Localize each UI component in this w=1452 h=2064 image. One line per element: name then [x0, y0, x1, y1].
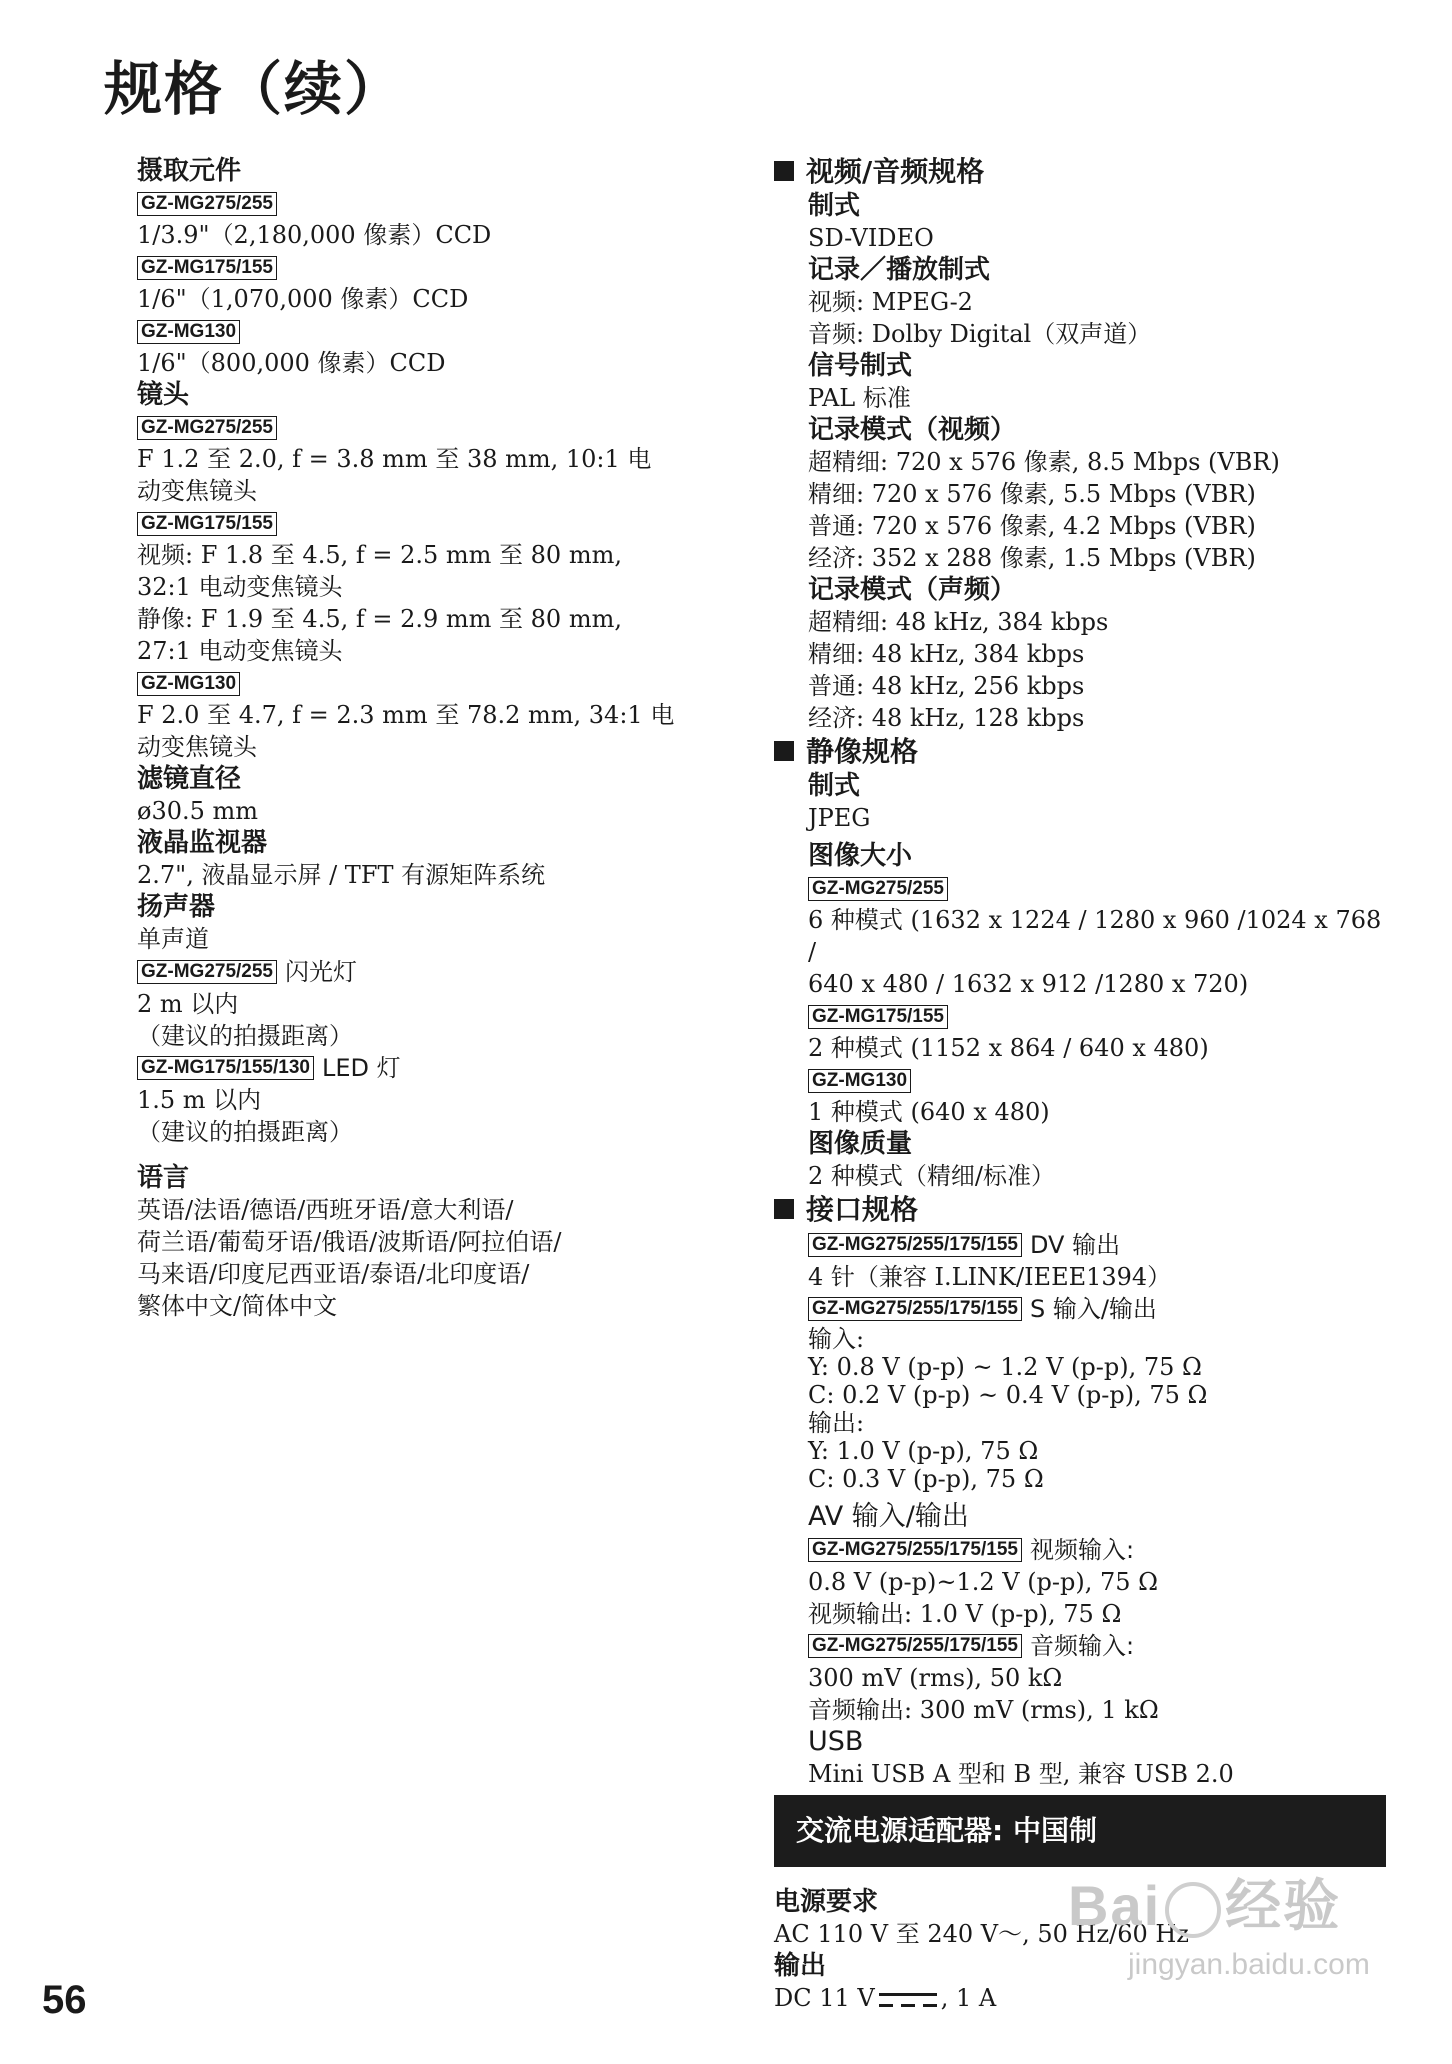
language-line: 荷兰语/葡萄牙语/俄语/波斯语/阿拉伯语/: [137, 1228, 562, 1256]
lens-spec: 动变焦镜头: [137, 477, 257, 505]
audio-in-label: 音频输入:: [1029, 1632, 1135, 1660]
flash-label: 闪光灯: [285, 957, 357, 986]
dv-label: DV 输出: [1029, 1230, 1121, 1259]
page-number: 56: [42, 1978, 87, 2022]
sensor-heading: 摄取元件: [137, 156, 242, 186]
lens-spec: 32:1 电动变焦镜头: [137, 573, 343, 601]
section-interface: 接口规格: [774, 1192, 1394, 1228]
video-in-value: 0.8 V (p-p)~1.2 V (p-p), 75 Ω: [808, 1567, 1159, 1596]
record-audio: 音频: Dolby Digital（双声道）: [808, 320, 1152, 348]
image-size-line: 2 种模式 (1152 x 864 / 640 x 480): [808, 1034, 1209, 1062]
image-size-heading: 图像大小: [808, 841, 913, 871]
power-heading: 电源要求: [774, 1887, 879, 1917]
audio-mode-line: 普通: 48 kHz, 256 kbps: [808, 672, 1085, 700]
square-bullet-icon: [774, 1199, 794, 1219]
lens-spec: F 2.0 至 4.7, f = 2.3 mm 至 78.2 mm, 34:1 电: [137, 701, 675, 729]
record-heading: 记录／播放制式: [808, 255, 991, 285]
model-tag: GZ-MG130: [808, 1069, 911, 1093]
s-line: Y: 1.0 V (p-p), 75 Ω: [808, 1437, 1039, 1465]
output-voltage: DC 11 V: [774, 1984, 875, 2012]
model-tag: GZ-MG275/255: [137, 192, 277, 216]
dc-symbol-icon: [879, 1990, 937, 2010]
watermark-logo: Bai 经验: [1068, 1874, 1342, 1937]
sensor-spec: 1/6"（1,070,000 像素）CCD: [137, 285, 469, 313]
s-line: Y: 0.8 V (p-p) ~ 1.2 V (p-p), 75 Ω: [808, 1353, 1202, 1381]
lens-spec: 静像: F 1.9 至 4.5, f = 2.9 mm 至 80 mm,: [137, 605, 622, 633]
video-mode-line: 精细: 720 x 576 像素, 5.5 Mbps (VBR): [808, 480, 1256, 508]
model-tag: GZ-MG130: [137, 320, 240, 344]
audio-mode-line: 经济: 48 kHz, 128 kbps: [808, 704, 1085, 732]
usb-heading: USB: [808, 1726, 864, 1757]
language-heading: 语言: [137, 1163, 190, 1193]
watermark-url: jingyan.baidu.com: [1128, 1948, 1370, 1981]
av-heading: AV 输入/输出: [808, 1501, 969, 1532]
adapter-specs: [774, 1886, 1334, 2014]
audio-mode-line: 超精细: 48 kHz, 384 kbps: [808, 608, 1109, 636]
lens-spec: 动变焦镜头: [137, 733, 257, 761]
s-line: 输出:: [808, 1409, 865, 1437]
model-tag: GZ-MG275/255/175/155: [808, 1538, 1022, 1562]
filter-heading: 滤镜直径: [137, 764, 242, 794]
dv-value: 4 针（兼容 I.LINK/IEEE1394）: [808, 1262, 1172, 1291]
s-label: S 输入/输出: [1029, 1295, 1157, 1323]
record-video: 视频: MPEG-2: [808, 288, 973, 316]
lens-heading: 镜头: [137, 380, 190, 410]
output-heading: 输出: [774, 1951, 827, 1981]
lens-spec: 视频: F 1.8 至 4.5, f = 2.5 mm 至 80 mm,: [137, 541, 622, 569]
output-current: , 1 A: [940, 1984, 997, 2012]
language-line: 繁体中文/简体中文: [137, 1292, 338, 1320]
led-note: （建议的拍摄距离）: [137, 1118, 353, 1146]
model-tag: GZ-MG275/255/175/155: [808, 1634, 1022, 1658]
square-bullet-icon: [774, 741, 794, 761]
flash-value: 2 m 以内: [137, 989, 239, 1018]
model-tag: GZ-MG275/255: [808, 877, 948, 901]
lcd-value: 2.7", 液晶显示屏 / TFT 有源矩阵系统: [137, 861, 546, 889]
format-heading: 制式: [808, 191, 861, 221]
still-format-heading: 制式: [808, 771, 861, 801]
lens-spec: 27:1 电动变焦镜头: [137, 637, 343, 665]
still-format-value: JPEG: [808, 804, 871, 832]
image-quality-value: 2 种模式（精细/标准）: [808, 1162, 1055, 1190]
audio-mode-heading: 记录模式（声频）: [808, 575, 1017, 605]
s-line: C: 0.2 V (p-p) ~ 0.4 V (p-p), 75 Ω: [808, 1381, 1208, 1409]
language-line: 英语/法语/德语/西班牙语/意大利语/: [137, 1196, 514, 1224]
language-line: 马来语/印度尼西亚语/泰语/北印度语/: [137, 1260, 530, 1288]
lens-spec: F 1.2 至 2.0, f = 3.8 mm 至 38 mm, 10:1 电: [137, 445, 652, 473]
video-mode-line: 超精细: 720 x 576 像素, 8.5 Mbps (VBR): [808, 448, 1280, 476]
s-line: C: 0.3 V (p-p), 75 Ω: [808, 1465, 1044, 1493]
model-tag: GZ-MG275/255: [137, 960, 277, 984]
square-bullet-icon: [774, 161, 794, 181]
image-size-line: 6 种模式 (1632 x 1224 / 1280 x 960 /1024 x 768 /: [808, 906, 1382, 966]
video-mode-heading: 记录模式（视频）: [808, 415, 1017, 445]
signal-value: PAL 标准: [808, 384, 911, 412]
led-label: LED 灯: [321, 1054, 401, 1082]
model-tag: GZ-MG130: [137, 672, 240, 696]
flash-note: （建议的拍摄距离）: [137, 1021, 353, 1050]
audio-mode-line: 精细: 48 kHz, 384 kbps: [808, 640, 1085, 668]
model-tag: GZ-MG175/155: [137, 512, 277, 536]
output-value: [774, 1982, 1334, 2014]
signal-heading: 信号制式: [808, 351, 913, 381]
filter-value: ø30.5 mm: [137, 797, 259, 825]
audio-in-value: 300 mV (rms), 50 kΩ: [808, 1664, 1063, 1692]
model-tag: GZ-MG175/155: [137, 256, 277, 280]
model-tag: GZ-MG275/255/175/155: [808, 1297, 1022, 1321]
power-value: AC 110 V 至 240 V～, 50 Hz/60 Hz: [774, 1920, 1189, 1948]
image-quality-heading: 图像质量: [808, 1129, 913, 1159]
video-mode-line: 普通: 720 x 576 像素, 4.2 Mbps (VBR): [808, 512, 1256, 540]
lcd-heading: 液晶监视器: [137, 828, 268, 858]
video-out: 视频输出: 1.0 V (p-p), 75 Ω: [808, 1599, 1122, 1628]
section-av: 视频/音频规格: [774, 154, 1394, 190]
left-column: [137, 155, 737, 1322]
section-still: 静像规格: [774, 734, 1394, 770]
model-tag: GZ-MG275/255/175/155: [808, 1233, 1022, 1257]
s-line: 输入:: [808, 1325, 865, 1353]
audio-out: 音频输出: 300 mV (rms), 1 kΩ: [808, 1696, 1159, 1724]
image-size-line: 640 x 480 / 1632 x 912 /1280 x 720): [808, 970, 1249, 998]
right-column: [774, 154, 1394, 1790]
adapter-banner: 交流电源适配器: 中国制: [774, 1795, 1386, 1867]
video-in-label: 视频输入:: [1029, 1535, 1135, 1564]
page-title: 规格（续）: [104, 55, 405, 123]
sensor-spec: 1/3.9"（2,180,000 像素）CCD: [137, 221, 492, 249]
model-tag: GZ-MG175/155/130: [137, 1056, 314, 1080]
sensor-spec: 1/6"（800,000 像素）CCD: [137, 349, 446, 377]
speaker-heading: 扬声器: [137, 892, 216, 922]
video-mode-line: 经济: 352 x 288 像素, 1.5 Mbps (VBR): [808, 544, 1256, 572]
speaker-value: 单声道: [137, 925, 209, 953]
format-value: SD-VIDEO: [808, 224, 934, 252]
model-tag: GZ-MG175/155: [808, 1005, 948, 1029]
model-tag: GZ-MG275/255: [137, 416, 277, 440]
usb-value: Mini USB A 型和 B 型, 兼容 USB 2.0: [808, 1760, 1234, 1788]
led-value: 1.5 m 以内: [137, 1086, 262, 1114]
image-size-line: 1 种模式 (640 x 480): [808, 1098, 1050, 1126]
